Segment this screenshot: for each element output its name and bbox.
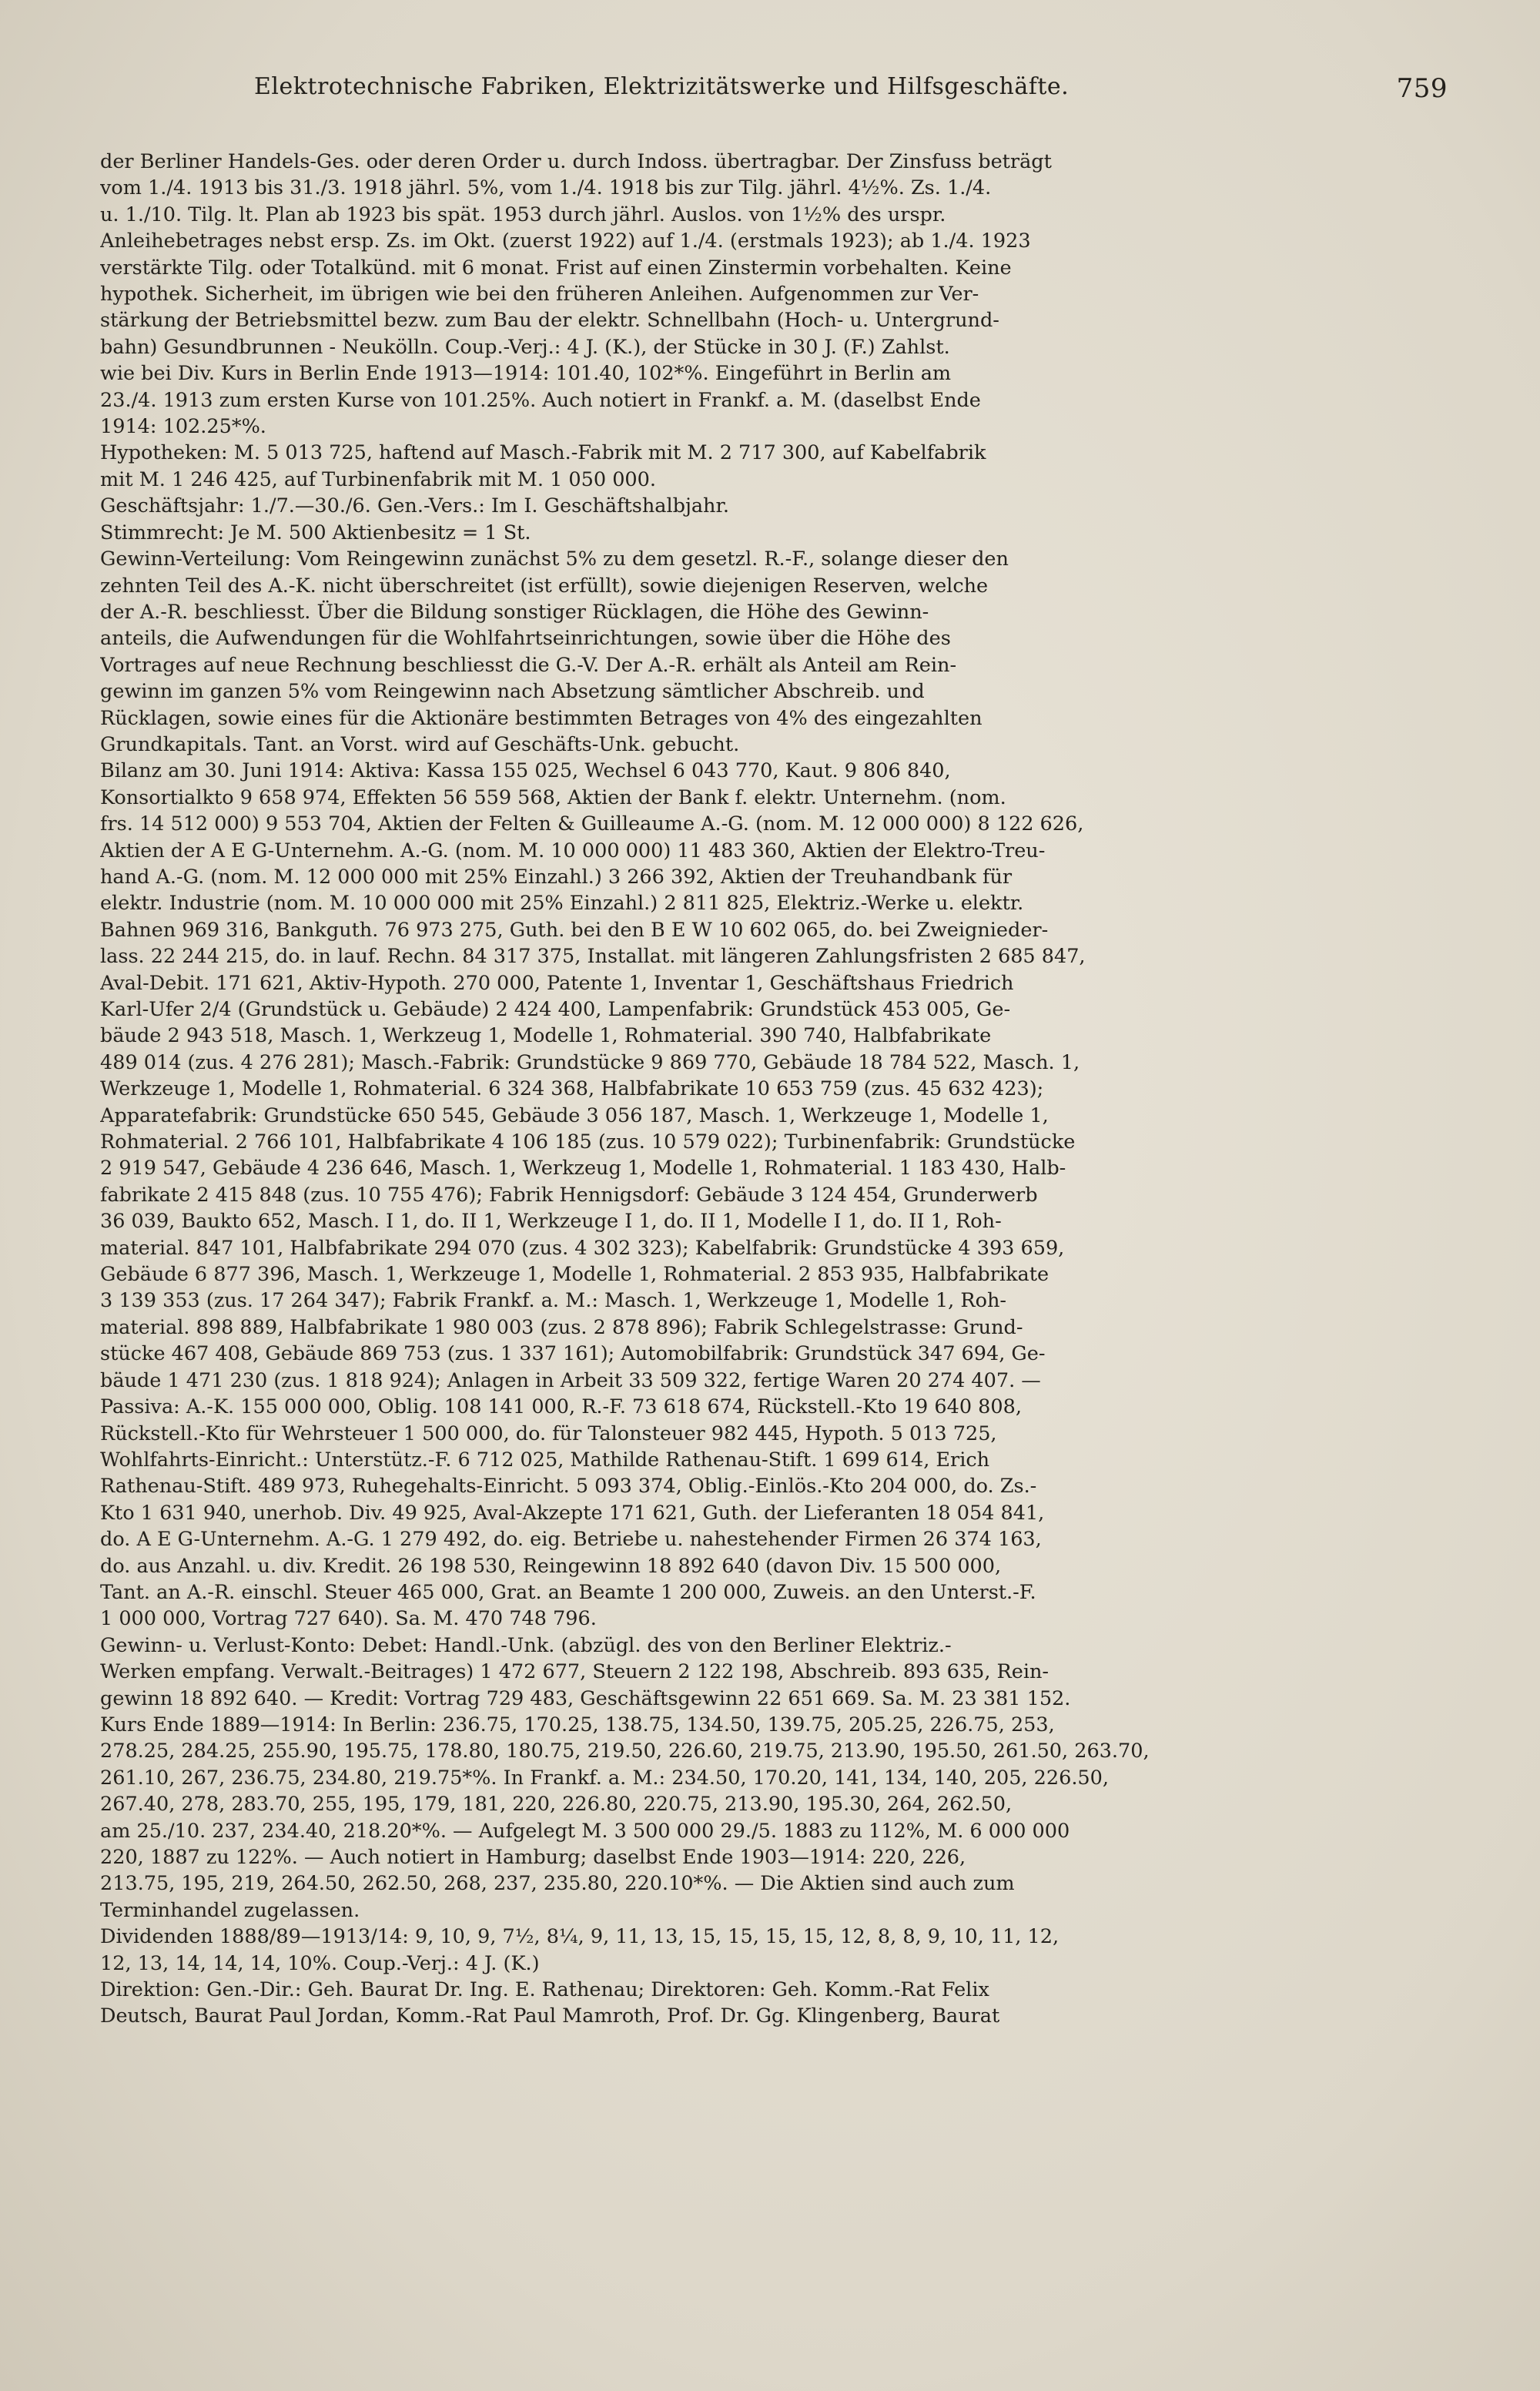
text-line: zehnten Teil des A.-K. nicht überschreitet (ist erfüllt), sowie diejenigen Reserven, welche: [100, 574, 989, 598]
text-line: wie bei Div. Kurs in Berlin Ende 1913—1914: 101.40, 102*%. Eingeführt in Berlin am: [100, 362, 952, 386]
text-line: Werkzeuge 1, Modelle 1, Rohmaterial. 6 324 368, Halbfabrikate 10 653 759 (zus. 45 632 423);: [100, 1077, 1044, 1101]
text-line: Deutsch, Baurat Paul Jordan, Komm.-Rat Paul Mamroth, Prof. Dr. Gg. Klingenberg, Baurat: [100, 2004, 1000, 2028]
text-line: Karl-Ufer 2/4 (Grundstück u. Gebäude) 2 424 400, Lampenfabrik: Grundstück 453 005, Ge-: [100, 998, 1011, 1021]
text-line: bäude 2 943 518, Masch. 1, Werkzeug 1, Modelle 1, Rohmaterial. 390 740, Halbfabrikate: [100, 1024, 992, 1048]
text-line: Aval-Debit. 171 621, Aktiv-Hypoth. 270 000, Patente 1, Inventar 1, Geschäftshaus Friedrich: [100, 971, 1014, 995]
text-line: Rücklagen, sowie eines für die Aktionäre bestimmten Betrages von 4% des eingezahlten: [100, 706, 983, 730]
text-line: Werken empfang. Verwalt.-Beitrages) 1 472 677, Steuern 2 122 198, Abschreib. 893 635, Rein-: [100, 1660, 1050, 1684]
text-line: Aktien der A E G-Unternehm. A.-G. (nom. M. 10 000 000) 11 483 360, Aktien der Elektro-Treu-: [100, 839, 1046, 862]
text-line: Stimmrecht: Je M. 500 Aktienbesitz = 1 St.: [100, 521, 531, 544]
text-line: stärkung der Betriebsmittel bezw. zum Bau der elektr. Schnellbahn (Hoch- u. Untergrund-: [100, 309, 999, 333]
text-line: Grundkapitals. Tant. an Vorst. wird auf Geschäfts-Unk. gebucht.: [100, 732, 740, 756]
text-line: 3 139 353 (zus. 17 264 347); Fabrik Frankf. a. M.: Masch. 1, Werkzeuge 1, Modelle 1, Roh-: [100, 1289, 1006, 1313]
text-line: Gewinn-Verteilung: Vom Reingewinn zunächst 5% zu dem gesetzl. R.-F., solange dieser den: [100, 548, 1009, 571]
text-line: Rathenau-Stift. 489 973, Ruhegehalts-Einricht. 5 093 374, Oblig.-Einlös.-Kto 204 000, do. Zs.-: [100, 1475, 1037, 1499]
text-line: fabrikate 2 415 848 (zus. 10 755 476); Fabrik Hennigsdorf: Gebäude 3 124 454, Grunderwerb: [100, 1183, 1038, 1207]
text-line: 2 919 547, Gebäude 4 236 646, Masch. 1, Werkzeug 1, Modelle 1, Rohmaterial. 1 183 430, Halb-: [100, 1157, 1066, 1180]
text-line: Gewinn- u. Verlust-Konto: Debet: Handl.-Unk. (abzügl. des von den Berliner Elektriz.-: [100, 1633, 952, 1657]
text-line: Direktion: Gen.-Dir.: Geh. Baurat Dr. Ing. E. Rathenau; Direktoren: Geh. Komm.-Rat Felix: [100, 1978, 989, 2002]
text-line: der Berliner Handels-Ges. oder deren Order u. durch Indoss. übertragbar. Der Zinsfuss beträgt: [100, 150, 1052, 173]
text-line: der A.-R. beschliesst. Über die Bildung sonstiger Rücklagen, die Höhe des Gewinn-: [100, 600, 929, 624]
text-line: Hypotheken: M. 5 013 725, haftend auf Masch.-Fabrik mit M. 2 717 300, auf Kabelfabrik: [100, 441, 986, 465]
text-line: anteils, die Aufwendungen für die Wohlfahrtseinrichtungen, sowie über die Höhe des: [100, 627, 951, 651]
text-line: Bilanz am 30. Juni 1914: Aktiva: Kassa 155 025, Wechsel 6 043 770, Kaut. 9 806 840,: [100, 759, 951, 783]
running-header: [100, 65, 1455, 112]
text-line: 36 039, Baukto 652, Masch. I 1, do. II 1, Werkzeuge I 1, do. II 1, Modelle I 1, do. II 1, Roh-: [100, 1210, 1002, 1234]
text-line: Bahnen 969 316, Bankguth. 76 973 275, Guth. bei den B E W 10 602 065, do. bei Zweignieder-: [100, 918, 1049, 942]
text-line: lass. 22 244 215, do. in lauf. Rechn. 84 317 375, Installat. mit längeren Zahlungsfristen 2 685 847,: [100, 945, 1086, 969]
text-line: u. 1./10. Tilg. lt. Plan ab 1923 bis spät. 1953 durch jährl. Auslos. von 1½% des urspr.: [100, 203, 946, 226]
body-text: [100, 149, 1455, 2030]
text-line: material. 847 101, Halbfabrikate 294 070 (zus. 4 302 323); Kabelfabrik: Grundstücke 4 393 659,: [100, 1236, 1065, 1260]
text-line: Tant. an A.-R. einschl. Steuer 465 000, Grat. an Beamte 1 200 000, Zuweis. an den Unterst.-F.: [100, 1580, 1036, 1604]
text-line: 12, 13, 14, 14, 14, 10%. Coup.-Verj.: 4 J. (K.): [100, 1951, 540, 1975]
text-line: 261.10, 267, 236.75, 234.80, 219.75*%. In Frankf. a. M.: 234.50, 170.20, 141, 134, 140, 205, 226.50,: [100, 1766, 1109, 1790]
text-line: hand A.-G. (nom. M. 12 000 000 mit 25% Einzahl.) 3 266 392, Aktien der Treuhandbank für: [100, 865, 1013, 889]
text-line: vom 1./4. 1913 bis 31./3. 1918 jährl. 5%, vom 1./4. 1918 bis zur Tilg. jährl. 4½%. Zs. 1./4.: [100, 176, 992, 200]
text-line: gewinn im ganzen 5% vom Reingewinn nach Absetzung sämtlicher Abschreib. und: [100, 680, 925, 704]
text-line: 1914: 102.25*%.: [100, 415, 266, 439]
text-line: Apparatefabrik: Grundstücke 650 545, Gebäude 3 056 187, Masch. 1, Werkzeuge 1, Modelle 1,: [100, 1103, 1049, 1127]
text-line: mit M. 1 246 425, auf Turbinenfabrik mit M. 1 050 000.: [100, 467, 656, 491]
text-line: 23./4. 1913 zum ersten Kurse von 101.25%. Auch notiert in Frankf. a. M. (daselbst Ende: [100, 388, 981, 412]
text-line: Wohlfahrts-Einricht.: Unterstütz.-F. 6 712 025, Mathilde Rathenau-Stift. 1 699 614, Erich: [100, 1448, 990, 1472]
text-line: Kurs Ende 1889—1914: In Berlin: 236.75, 170.25, 138.75, 134.50, 139.75, 205.25, 226.75, 253,: [100, 1713, 1055, 1736]
text-line: do. A E G-Unternehm. A.-G. 1 279 492, do. eig. Betriebe u. nahestehender Firmen 26 374 163,: [100, 1528, 1042, 1552]
text-line: Rückstell.-Kto für Wehrsteuer 1 500 000, do. für Talonsteuer 982 445, Hypoth. 5 013 725,: [100, 1422, 997, 1445]
text-line: 267.40, 278, 283.70, 255, 195, 179, 181, 220, 226.80, 220.75, 213.90, 195.30, 264, 262.50,: [100, 1793, 1013, 1817]
text-line: hypothek. Sicherheit, im übrigen wie bei den früheren Anleihen. Aufgenommen zur Ver-: [100, 283, 979, 306]
text-line: Anleihebetrages nebst ersp. Zs. im Okt. (zuerst 1922) auf 1./4. (erstmals 1923); ab 1./4. 1923: [100, 229, 1031, 253]
text-line: Konsortialkto 9 658 974, Effekten 56 559 568, Aktien der Bank f. elektr. Unternehm. (nom.: [100, 785, 1006, 809]
text-line: bahn) Gesundbrunnen - Neukölln. Coup.-Verj.: 4 J. (K.), der Stücke in 30 J. (F.) Zahlst.: [100, 335, 950, 359]
text-line: bäude 1 471 230 (zus. 1 818 924); Anlagen in Arbeit 33 509 322, fertige Waren 20 274 407. —: [100, 1368, 1041, 1392]
text-line: 220, 1887 zu 122%. — Auch notiert in Hamburg; daselbst Ende 1903—1914: 220, 226,: [100, 1846, 966, 1869]
text-line: Dividenden 1888/89—1913/14: 9, 10, 9, 7½, 8¼, 9, 11, 13, 15, 15, 15, 15, 12, 8, 8, 9, 10, 11, 12,: [100, 1925, 1060, 1949]
text-line: gewinn 18 892 640. — Kredit: Vortrag 729 483, Geschäftsgewinn 22 651 669. Sa. M. 23 381 152.: [100, 1686, 1071, 1710]
text-line: Terminhandel zugelassen.: [100, 1898, 360, 1922]
text-line: do. aus Anzahl. u. div. Kredit. 26 198 530, Reingewinn 18 892 640 (davon Div. 15 500 000,: [100, 1554, 1002, 1578]
text-line: Gebäude 6 877 396, Masch. 1, Werkzeuge 1, Modelle 1, Rohmaterial. 2 853 935, Halbfabrikate: [100, 1263, 1050, 1287]
text-line: verstärkte Tilg. oder Totalkünd. mit 6 monat. Frist auf einen Zinstermin vorbehalten. Keine: [100, 256, 1012, 280]
text-line: 213.75, 195, 219, 264.50, 262.50, 268, 237, 235.80, 220.10*%. — Die Aktien sind auch zum: [100, 1872, 1015, 1896]
text-line: Geschäftsjahr: 1./7.—30./6. Gen.-Vers.: Im I. Geschäftshalbjahr.: [100, 494, 729, 518]
text-line: 278.25, 284.25, 255.90, 195.75, 178.80, 180.75, 219.50, 226.60, 219.75, 213.90, 195.50, 261.50, 263.70,: [100, 1740, 1150, 1763]
text-line: Kto 1 631 940, unerhob. Div. 49 925, Aval-Akzepte 171 621, Guth. der Lieferanten 18 054 841,: [100, 1501, 1045, 1525]
text-line: Passiva: A.-K. 155 000 000, Oblig. 108 141 000, R.-F. 73 618 674, Rückstell.-Kto 19 640 808,: [100, 1395, 1022, 1419]
text-line: stücke 467 408, Gebäude 869 753 (zus. 1 337 161); Automobilfabrik: Grundstück 347 694, Ge-: [100, 1342, 1046, 1366]
text-line: Vortrages auf neue Rechnung beschliesst die G.-V. Der A.-R. erhält als Anteil am Rein-: [100, 653, 957, 677]
text-line: frs. 14 512 000) 9 553 704, Aktien der Felten & Guilleaume A.-G. (nom. M. 12 000 000) 8 122 626,: [100, 812, 1084, 836]
page-title: Elektrotechnische Fabriken, Elektrizitätswerke und Hilfsgeschäfte.: [254, 73, 1070, 100]
text-line: Rohmaterial. 2 766 101, Halbfabrikate 4 106 185 (zus. 10 579 022); Turbinenfabrik: Grundstücke: [100, 1130, 1076, 1154]
text-line: elektr. Industrie (nom. M. 10 000 000 mit 25% Einzahl.) 2 811 825, Elektriz.-Werke u. elektr.: [100, 892, 1024, 916]
text-line: am 25./10. 237, 234.40, 218.20*%. — Aufgelegt M. 3 500 000 29./5. 1883 zu 112%, M. 6 000 000: [100, 1819, 1070, 1843]
text-line: 1 000 000, Vortrag 727 640). Sa. M. 470 748 796.: [100, 1607, 597, 1631]
text-line: material. 898 889, Halbfabrikate 1 980 003 (zus. 2 878 896); Fabrik Schlegelstrasse: Grund-: [100, 1315, 1023, 1339]
text-line: 489 014 (zus. 4 276 281); Masch.-Fabrik: Grundstücke 9 869 770, Gebäude 18 784 522, Masch. 1,: [100, 1050, 1080, 1074]
page-number: 759: [1396, 73, 1448, 104]
